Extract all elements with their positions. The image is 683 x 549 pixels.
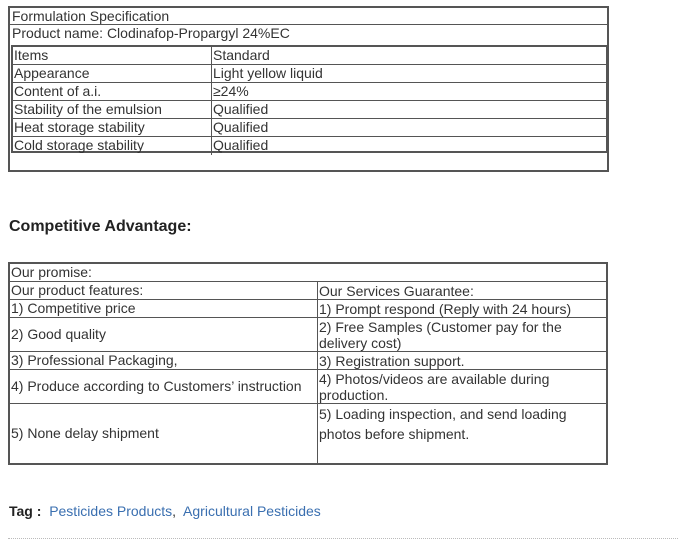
table-row [10, 404, 606, 463]
spec-value: ≥24% [213, 83, 249, 99]
spec-value: Qualified [213, 101, 269, 117]
feature-cell: 5) None delay shipment [10, 404, 318, 463]
spec-item: Appearance [13, 65, 212, 82]
promise-row: Our promise: [10, 264, 606, 282]
feature-cell: 3) Professional Packaging, [10, 352, 318, 369]
table-row [10, 352, 606, 370]
service-cell: 4) Photos/videos are available during production. [319, 370, 550, 403]
service-cell: 5) Loading inspection, and send loading photos before shipment. [319, 406, 567, 442]
spec-value: Light yellow liquid [213, 65, 323, 81]
table-row [13, 65, 606, 83]
spec-header-standard: Standard [213, 47, 270, 63]
spec-item: Stability of the emulsion [13, 101, 212, 118]
tag-label: Tag : [9, 503, 42, 519]
service-cell: 2) Free Samples (Customer pay for the delivery cost) [319, 318, 562, 351]
spec-item: Content of a.i. [13, 83, 212, 100]
spec-header-items: Items [13, 47, 212, 64]
spec-value: Qualified [213, 119, 269, 135]
spec-header-row [13, 47, 606, 65]
tag-link-agricultural-pesticides[interactable]: Agricultural Pesticides [183, 503, 321, 519]
table-row [13, 101, 606, 119]
advantage-header-row [10, 282, 606, 300]
spec-inner-table [11, 45, 608, 153]
divider [8, 538, 678, 539]
spec-item: Heat storage stability [13, 119, 212, 136]
tag-line: Tag : Pesticides Products, Agricultural Pesticides [9, 503, 321, 519]
table-row [13, 137, 606, 155]
spec-item: Cold storage stability [13, 137, 212, 155]
feature-cell: 2) Good quality [10, 318, 318, 351]
services-header: Our Services Guarantee: [319, 282, 474, 299]
table-row [10, 318, 606, 352]
service-cell: 3) Registration support. [319, 352, 465, 369]
table-row [13, 119, 606, 137]
features-header: Our product features: [10, 282, 318, 299]
formulation-spec-table [8, 6, 609, 172]
spec-title: Formulation Specification [10, 8, 607, 25]
service-cell: 1) Prompt respond (Reply with 24 hours) [319, 300, 572, 317]
competitive-advantage-heading: Competitive Advantage: [9, 218, 192, 235]
table-row [10, 300, 606, 318]
advantage-table [8, 262, 608, 465]
tag-link-pesticides-products[interactable]: Pesticides Products [49, 503, 173, 519]
feature-cell: 4) Produce according to Customers’ instruction [10, 370, 318, 403]
feature-cell: 1) Competitive price [10, 300, 318, 317]
spec-product-name: Product name: Clodinafop-Propargyl 24%EC [12, 25, 290, 41]
table-row [13, 83, 606, 101]
spec-value: Qualified [213, 137, 269, 153]
table-row [10, 370, 606, 404]
